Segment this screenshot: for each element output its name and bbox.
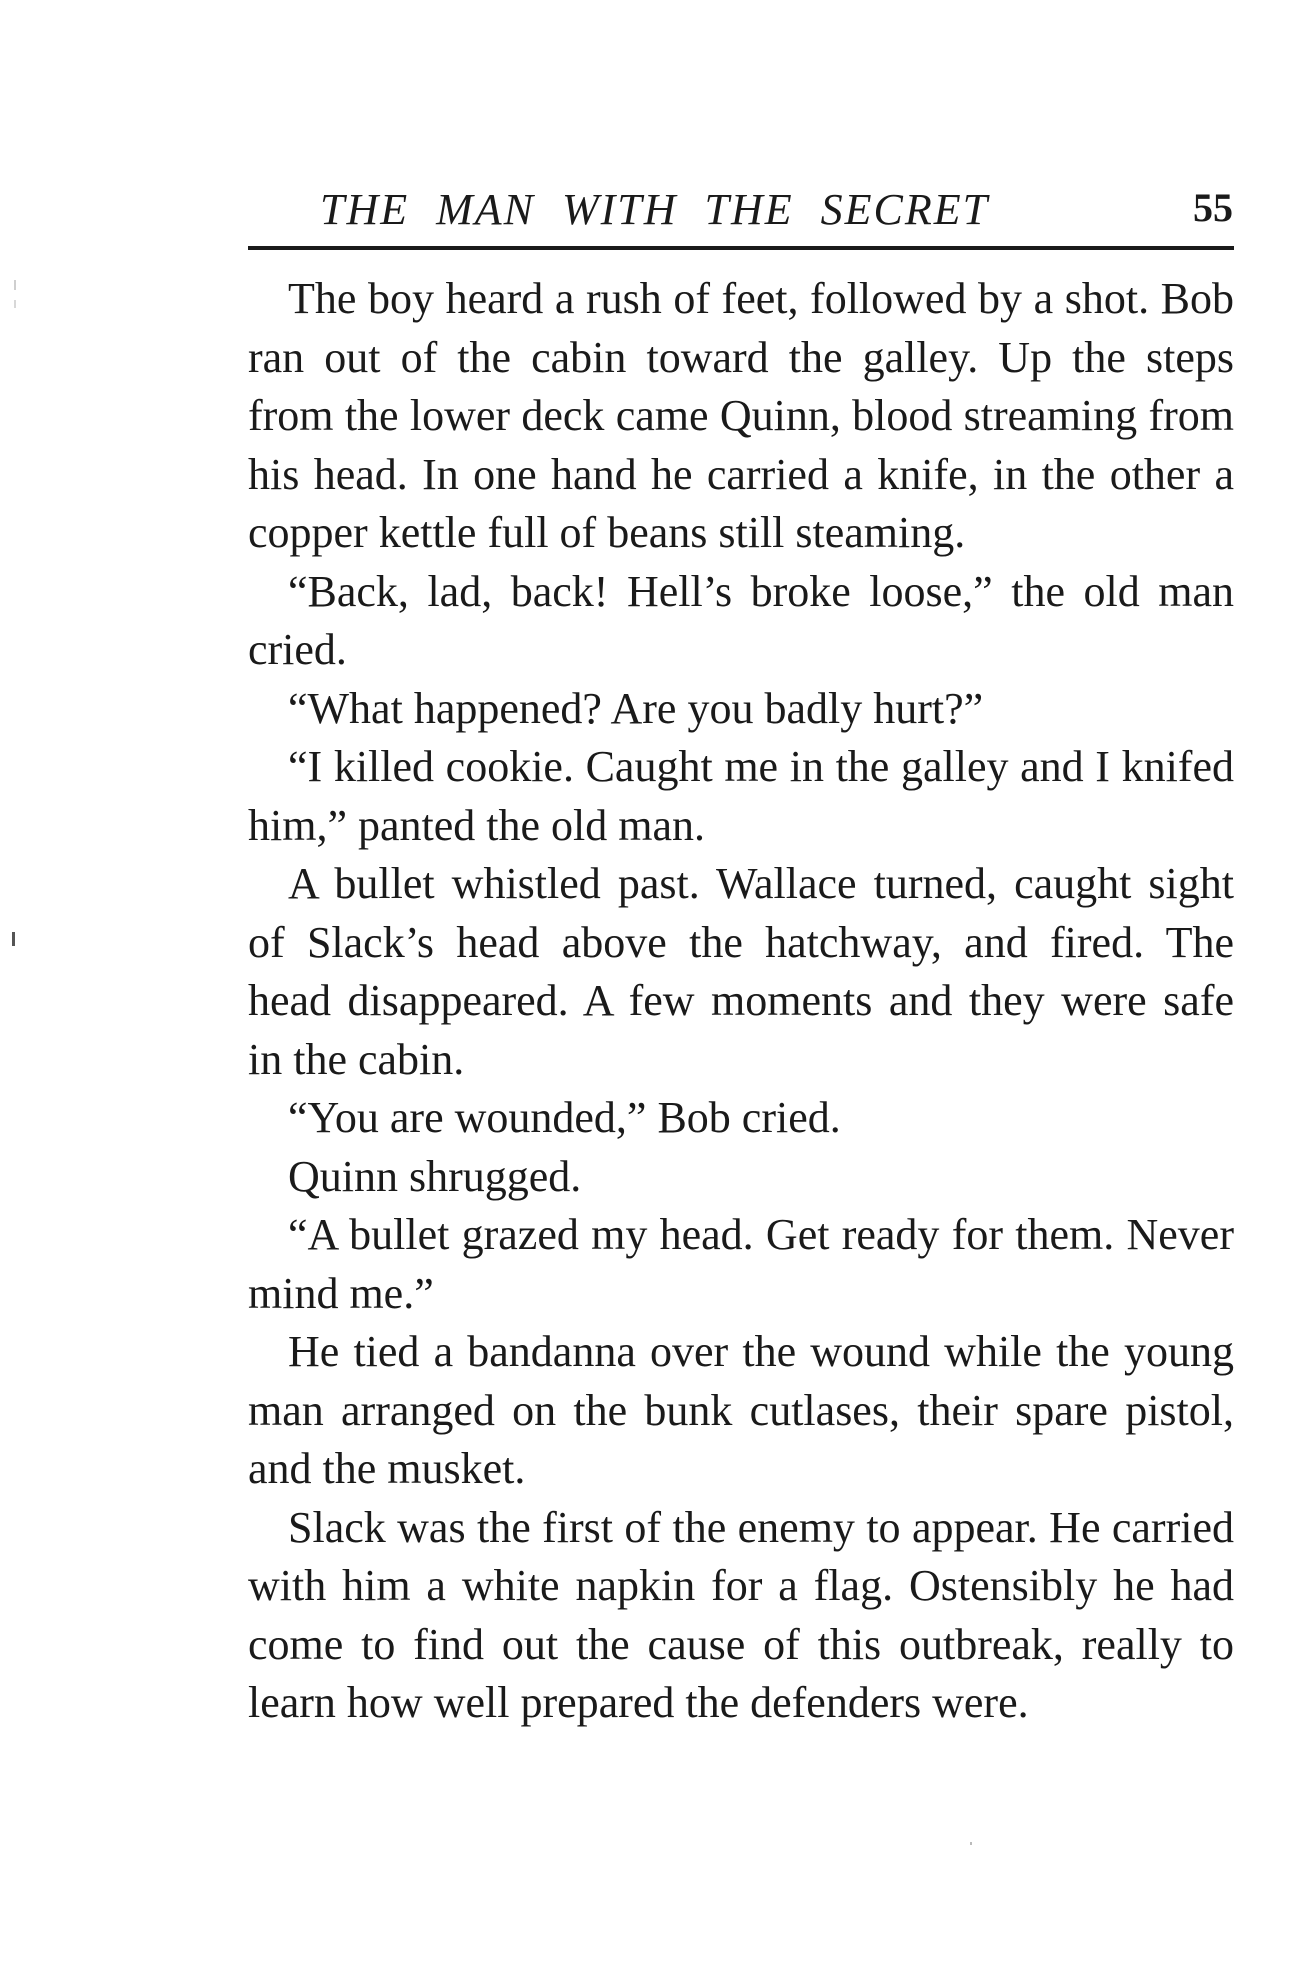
paragraph: “What happened? Are you badly hurt?” <box>288 683 984 733</box>
paragraph: He tied a bandanna over the wound while the young man arranged on the bunk cutlases, their spare pistol, and the musket. <box>248 1327 1234 1493</box>
running-title: THE MAN WITH THE SECRET <box>320 185 990 234</box>
paragraph: A bullet whistled past. Wallace turned, caught sight of Slack’s head above the hatchway, and fired. The head disappeared. A few moments and they were safe in the cabin. <box>248 859 1234 1084</box>
paragraph: Slack was the first of the enemy to appear. He carried with him a white napkin for a flag. Ostensibly he had come to find out the cause of this outbreak, really to learn how well prepared the defenders were. <box>248 1502 1234 1727</box>
paragraph: Quinn shrugged. <box>288 1151 582 1201</box>
paragraph: “I killed cookie. Caught me in the galley and I knifed him,” panted the old man. <box>248 742 1234 850</box>
scan-speck <box>14 300 16 308</box>
scan-speck <box>12 932 15 946</box>
scan-speck <box>14 280 16 290</box>
paragraph: “You are wounded,” Bob cried. <box>288 1093 841 1142</box>
page-number: 55 <box>1193 185 1233 230</box>
paragraph: The boy heard a rush of feet, followed by a shot. Bob ran out of the cabin toward the galley. Up the steps from the lower deck came Quinn, blood streaming from his head. In one hand he carried a knife, in the other a copper kettle full of beans still steaming. <box>248 274 1234 557</box>
scan-speck <box>970 1842 972 1845</box>
paragraph: “Back, lad, back! Hell’s broke loose,” the old man cried. <box>248 566 1234 674</box>
paragraph: “A bullet grazed my head. Get ready for them. Never mind me.” <box>248 1210 1234 1318</box>
